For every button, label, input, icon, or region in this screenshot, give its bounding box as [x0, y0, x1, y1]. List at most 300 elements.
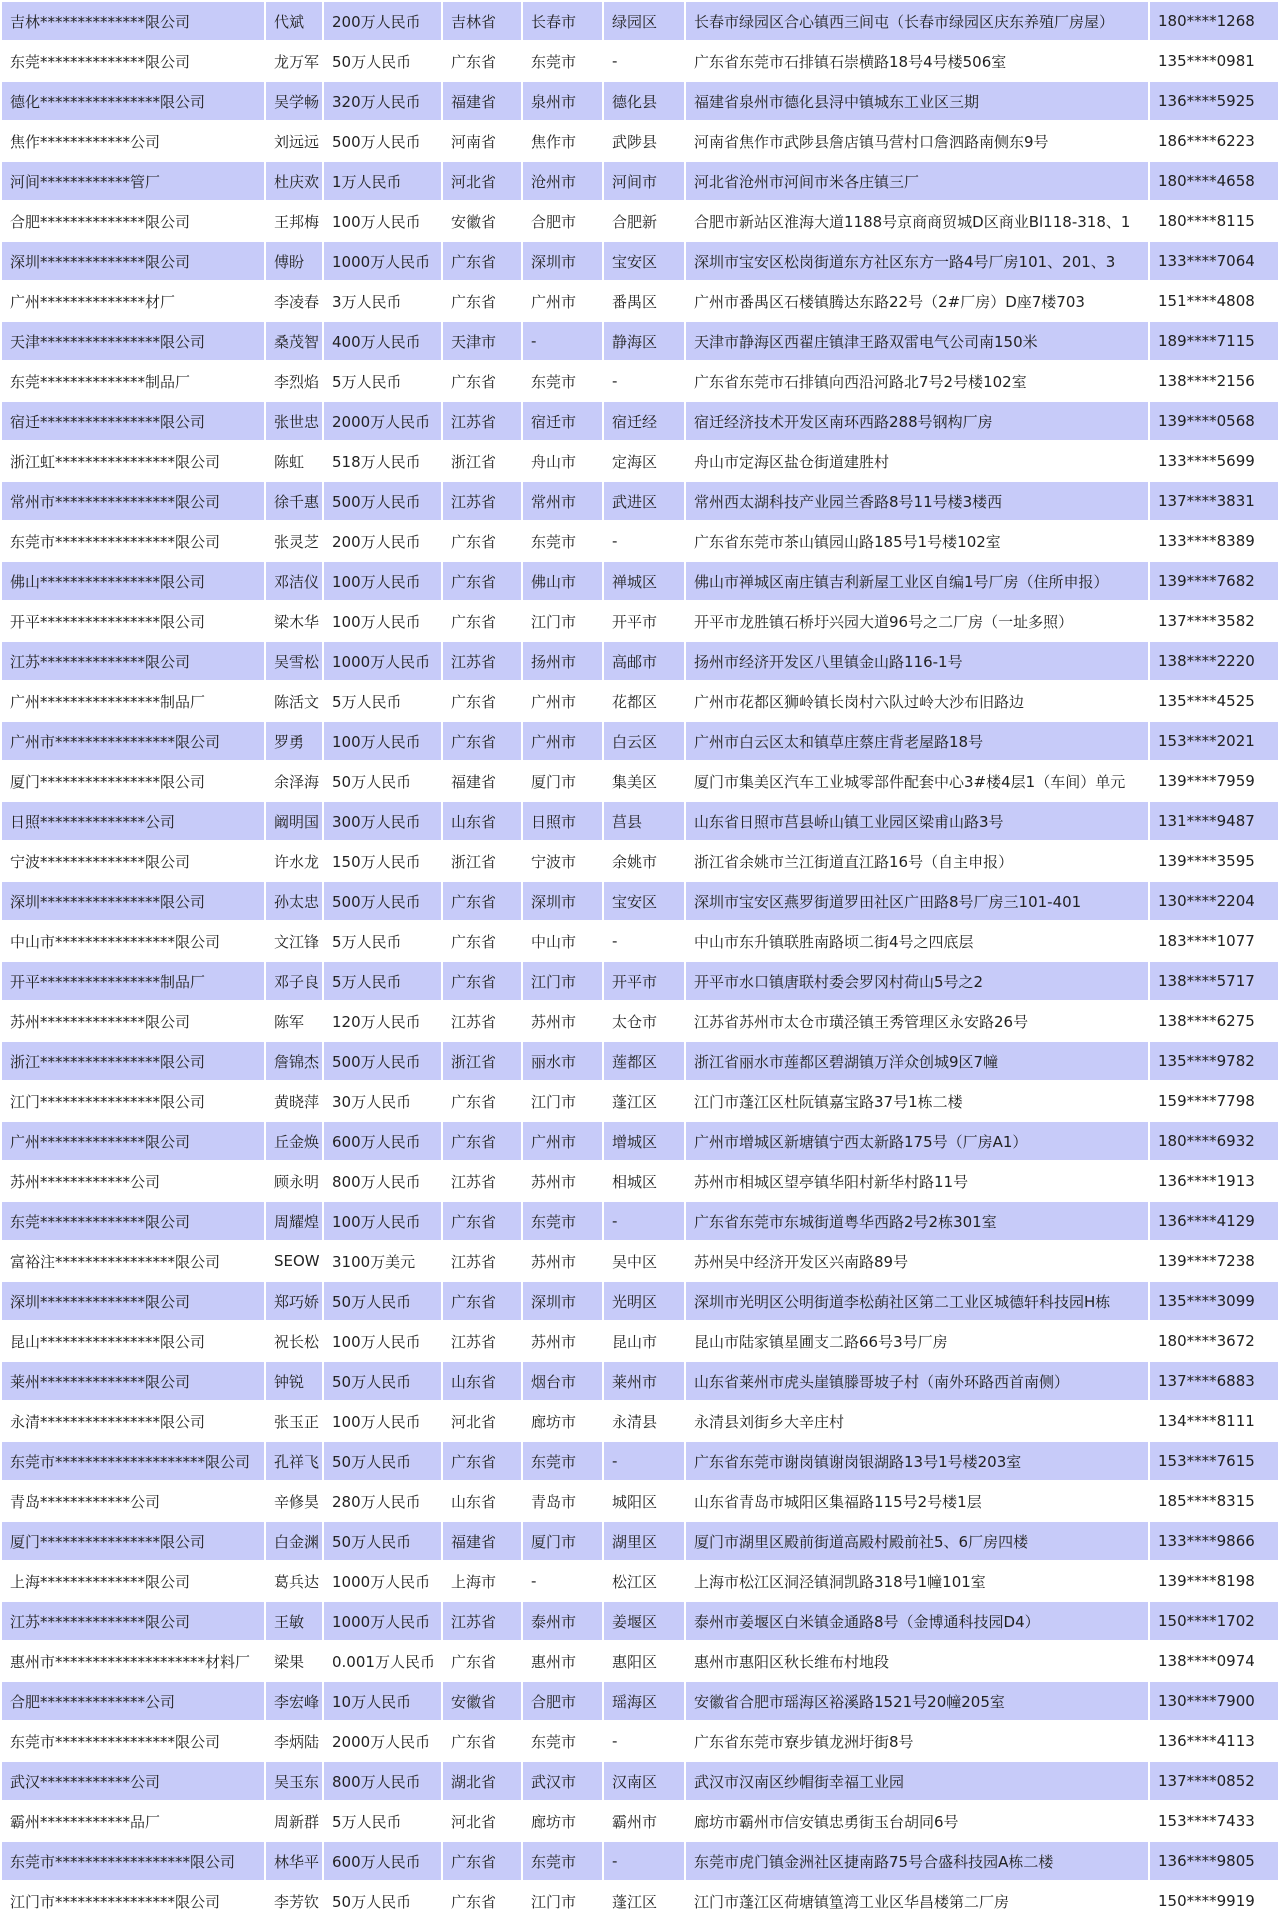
legal-rep-cell: 陈军: [266, 1002, 322, 1040]
city-cell: 广州市: [523, 722, 602, 760]
phone-cell: 130****7900: [1150, 1682, 1278, 1720]
registered-capital-cell: 50万人民币: [324, 1442, 441, 1480]
city-cell: 厦门市: [523, 762, 602, 800]
table-row: [2, 962, 1278, 1000]
legal-rep-cell: 阚明国: [266, 802, 322, 840]
city-cell: 合肥市: [523, 202, 602, 240]
city-cell: 深圳市: [523, 882, 602, 920]
province-cell: 广东省: [443, 1082, 521, 1120]
district-cell: 德化县: [604, 82, 684, 120]
phone-cell: 138****6275: [1150, 1002, 1278, 1040]
phone-cell: 153****7433: [1150, 1802, 1278, 1840]
address-cell: 山东省莱州市虎头崖镇滕哥坡子村（南外环路西首南侧）: [686, 1362, 1148, 1400]
company-name-cell: 永清****************限公司: [2, 1402, 264, 1440]
registered-capital-cell: 2000万人民币: [324, 1722, 441, 1760]
province-cell: 福建省: [443, 762, 521, 800]
phone-cell: 153****2021: [1150, 722, 1278, 760]
province-cell: 河北省: [443, 1402, 521, 1440]
province-cell: 广东省: [443, 882, 521, 920]
province-cell: 广东省: [443, 1882, 521, 1920]
phone-cell: 137****0852: [1150, 1762, 1278, 1800]
company-name-cell: 广州**************限公司: [2, 1122, 264, 1160]
address-cell: 苏州吴中经济开发区兴南路89号: [686, 1242, 1148, 1280]
district-cell: 昆山市: [604, 1322, 684, 1360]
province-cell: 广东省: [443, 42, 521, 80]
address-cell: 泰州市姜堰区白米镇金通路8号（金博通科技园D4）: [686, 1602, 1148, 1640]
city-cell: 宁波市: [523, 842, 602, 880]
legal-rep-cell: 张灵芝: [266, 522, 322, 560]
address-cell: 永清县刘街乡大辛庄村: [686, 1402, 1148, 1440]
registered-capital-cell: 50万人民币: [324, 1362, 441, 1400]
legal-rep-cell: 陈活文: [266, 682, 322, 720]
company-name-cell: 江门****************限公司: [2, 1082, 264, 1120]
district-cell: 增城区: [604, 1122, 684, 1160]
phone-cell: 183****1077: [1150, 922, 1278, 960]
table-row: [2, 1762, 1278, 1800]
district-cell: 霸州市: [604, 1802, 684, 1840]
company-name-cell: 江门市****************限公司: [2, 1882, 264, 1920]
phone-cell: 137****3831: [1150, 482, 1278, 520]
city-cell: 中山市: [523, 922, 602, 960]
city-cell: 深圳市: [523, 242, 602, 280]
address-cell: 山东省青岛市城阳区集福路115号2号楼1层: [686, 1482, 1148, 1520]
phone-cell: 139****7682: [1150, 562, 1278, 600]
phone-cell: 131****9487: [1150, 802, 1278, 840]
phone-cell: 133****7064: [1150, 242, 1278, 280]
phone-cell: 150****9919: [1150, 1882, 1278, 1920]
district-cell: 余姚市: [604, 842, 684, 880]
province-cell: 江苏省: [443, 1002, 521, 1040]
registered-capital-cell: 518万人民币: [324, 442, 441, 480]
city-cell: 江门市: [523, 962, 602, 1000]
district-cell: 河间市: [604, 162, 684, 200]
table-row: [2, 1562, 1278, 1600]
table-row: [2, 1002, 1278, 1040]
legal-rep-cell: 周耀煌: [266, 1202, 322, 1240]
company-name-cell: 日照**************公司: [2, 802, 264, 840]
province-cell: 广东省: [443, 1642, 521, 1680]
phone-cell: 180****8115: [1150, 202, 1278, 240]
phone-cell: 136****9805: [1150, 1842, 1278, 1880]
province-cell: 江苏省: [443, 1602, 521, 1640]
table-row: [2, 1122, 1278, 1160]
legal-rep-cell: 桑茂智: [266, 322, 322, 360]
registered-capital-cell: 50万人民币: [324, 42, 441, 80]
company-name-cell: 东莞**************限公司: [2, 42, 264, 80]
city-cell: 厦门市: [523, 1522, 602, 1560]
phone-cell: 185****8315: [1150, 1482, 1278, 1520]
registered-capital-cell: 50万人民币: [324, 1282, 441, 1320]
company-name-cell: 富裕注****************限公司: [2, 1242, 264, 1280]
company-name-cell: 深圳**************限公司: [2, 242, 264, 280]
district-cell: -: [604, 1842, 684, 1880]
legal-rep-cell: 李宏峰: [266, 1682, 322, 1720]
company-name-cell: 东莞市********************限公司: [2, 1442, 264, 1480]
address-cell: 惠州市惠阳区秋长维布村地段: [686, 1642, 1148, 1680]
province-cell: 江苏省: [443, 1162, 521, 1200]
province-cell: 广东省: [443, 1842, 521, 1880]
address-cell: 昆山市陆家镇星圃支二路66号3号厂房: [686, 1322, 1148, 1360]
legal-rep-cell: 邓子良: [266, 962, 322, 1000]
phone-cell: 135****9782: [1150, 1042, 1278, 1080]
registered-capital-cell: 100万人民币: [324, 202, 441, 240]
company-name-cell: 常州市****************限公司: [2, 482, 264, 520]
address-cell: 佛山市禅城区南庄镇吉利新屋工业区自编1号厂房（住所申报）: [686, 562, 1148, 600]
company-name-cell: 深圳****************限公司: [2, 882, 264, 920]
phone-cell: 180****4658: [1150, 162, 1278, 200]
address-cell: 常州西太湖科技产业园兰香路8号11号楼3楼西: [686, 482, 1148, 520]
phone-cell: 135****0981: [1150, 42, 1278, 80]
registered-capital-cell: 320万人民币: [324, 82, 441, 120]
registered-capital-cell: 100万人民币: [324, 1322, 441, 1360]
company-name-cell: 东莞市****************限公司: [2, 1722, 264, 1760]
legal-rep-cell: 白金渊: [266, 1522, 322, 1560]
company-name-cell: 宁波**************限公司: [2, 842, 264, 880]
company-name-cell: 东莞**************限公司: [2, 1202, 264, 1240]
legal-rep-cell: 张世忠: [266, 402, 322, 440]
province-cell: 河南省: [443, 122, 521, 160]
district-cell: 高邮市: [604, 642, 684, 680]
legal-rep-cell: 傅盼: [266, 242, 322, 280]
company-name-cell: 厦门****************限公司: [2, 762, 264, 800]
district-cell: 莱州市: [604, 1362, 684, 1400]
district-cell: 姜堰区: [604, 1602, 684, 1640]
phone-cell: 133****8389: [1150, 522, 1278, 560]
table-row: [2, 482, 1278, 520]
legal-rep-cell: 梁木华: [266, 602, 322, 640]
city-cell: 广州市: [523, 282, 602, 320]
registered-capital-cell: 150万人民币: [324, 842, 441, 880]
district-cell: -: [604, 1442, 684, 1480]
city-cell: 东莞市: [523, 1722, 602, 1760]
district-cell: 蓬江区: [604, 1082, 684, 1120]
legal-rep-cell: 丘金焕: [266, 1122, 322, 1160]
province-cell: 上海市: [443, 1562, 521, 1600]
table-row: [2, 82, 1278, 120]
legal-rep-cell: 余泽海: [266, 762, 322, 800]
city-cell: 广州市: [523, 1122, 602, 1160]
company-name-cell: 广州****************制品厂: [2, 682, 264, 720]
province-cell: 广东省: [443, 1202, 521, 1240]
province-cell: 广东省: [443, 602, 521, 640]
company-name-cell: 苏州**************限公司: [2, 1002, 264, 1040]
city-cell: 惠州市: [523, 1642, 602, 1680]
address-cell: 厦门市集美区汽车工业城零部件配套中心3#楼4层1（车间）单元: [686, 762, 1148, 800]
registered-capital-cell: 200万人民币: [324, 522, 441, 560]
registered-capital-cell: 0.001万人民币: [324, 1642, 441, 1680]
legal-rep-cell: 刘远远: [266, 122, 322, 160]
company-name-cell: 霸州************品厂: [2, 1802, 264, 1840]
phone-cell: 139****7238: [1150, 1242, 1278, 1280]
legal-rep-cell: 孔祥飞: [266, 1442, 322, 1480]
district-cell: 蓬江区: [604, 1882, 684, 1920]
table-row: [2, 1442, 1278, 1480]
address-cell: 广东省东莞市石排镇向西沿河路北7号2号楼102室: [686, 362, 1148, 400]
province-cell: 广东省: [443, 722, 521, 760]
company-name-cell: 天津****************限公司: [2, 322, 264, 360]
table-row: [2, 882, 1278, 920]
address-cell: 上海市松江区洞泾镇洞凯路318号1幢101室: [686, 1562, 1148, 1600]
table-row: [2, 762, 1278, 800]
province-cell: 天津市: [443, 322, 521, 360]
city-cell: 长春市: [523, 2, 602, 40]
registered-capital-cell: 600万人民币: [324, 1122, 441, 1160]
city-cell: 深圳市: [523, 1282, 602, 1320]
province-cell: 江苏省: [443, 1322, 521, 1360]
legal-rep-cell: 龙万军: [266, 42, 322, 80]
legal-rep-cell: 李凌春: [266, 282, 322, 320]
registered-capital-cell: 1000万人民币: [324, 1562, 441, 1600]
company-name-cell: 中山市****************限公司: [2, 922, 264, 960]
district-cell: 定海区: [604, 442, 684, 480]
registered-capital-cell: 3万人民币: [324, 282, 441, 320]
registered-capital-cell: 280万人民币: [324, 1482, 441, 1520]
province-cell: 广东省: [443, 922, 521, 960]
province-cell: 江苏省: [443, 402, 521, 440]
city-cell: 江门市: [523, 1882, 602, 1920]
company-name-cell: 东莞市******************限公司: [2, 1842, 264, 1880]
address-cell: 广州市增城区新塘镇宁西太新路175号（厂房A1）: [686, 1122, 1148, 1160]
table-row: [2, 1882, 1278, 1920]
phone-cell: 138****2220: [1150, 642, 1278, 680]
table-row: [2, 1842, 1278, 1880]
address-cell: 武汉市汉南区纱帽街幸福工业园: [686, 1762, 1148, 1800]
province-cell: 河北省: [443, 1802, 521, 1840]
registered-capital-cell: 5万人民币: [324, 922, 441, 960]
address-cell: 厦门市湖里区殿前街道高殿村殿前社5、6厂房四楼: [686, 1522, 1148, 1560]
city-cell: 焦作市: [523, 122, 602, 160]
province-cell: 广东省: [443, 1282, 521, 1320]
company-name-cell: 苏州************公司: [2, 1162, 264, 1200]
legal-rep-cell: 李炳陆: [266, 1722, 322, 1760]
district-cell: 集美区: [604, 762, 684, 800]
city-cell: 泰州市: [523, 1602, 602, 1640]
registered-capital-cell: 1万人民币: [324, 162, 441, 200]
address-cell: 宿迁经济技术开发区南环西路288号钢构厂房: [686, 402, 1148, 440]
province-cell: 广东省: [443, 1442, 521, 1480]
phone-cell: 139****3595: [1150, 842, 1278, 880]
address-cell: 开平市水口镇唐联村委会罗冈村荷山5号之2: [686, 962, 1148, 1000]
district-cell: -: [604, 362, 684, 400]
registered-capital-cell: 1000万人民币: [324, 242, 441, 280]
phone-cell: 150****1702: [1150, 1602, 1278, 1640]
province-cell: 江苏省: [443, 482, 521, 520]
registered-capital-cell: 10万人民币: [324, 1682, 441, 1720]
district-cell: 合肥新: [604, 202, 684, 240]
province-cell: 河北省: [443, 162, 521, 200]
city-cell: 苏州市: [523, 1002, 602, 1040]
district-cell: -: [604, 1202, 684, 1240]
district-cell: -: [604, 42, 684, 80]
district-cell: 汉南区: [604, 1762, 684, 1800]
address-cell: 廊坊市霸州市信安镇忠勇街玉台胡同6号: [686, 1802, 1148, 1840]
district-cell: -: [604, 522, 684, 560]
legal-rep-cell: 李芳钦: [266, 1882, 322, 1920]
city-cell: 宿迁市: [523, 402, 602, 440]
city-cell: 江门市: [523, 1082, 602, 1120]
legal-rep-cell: 梁果: [266, 1642, 322, 1680]
address-cell: 浙江省余姚市兰江街道直江路16号（自主申报）: [686, 842, 1148, 880]
city-cell: 烟台市: [523, 1362, 602, 1400]
legal-rep-cell: 邓洁仪: [266, 562, 322, 600]
table-row: [2, 1802, 1278, 1840]
phone-cell: 134****8111: [1150, 1402, 1278, 1440]
registered-capital-cell: 100万人民币: [324, 602, 441, 640]
table-row: [2, 1362, 1278, 1400]
table-row: [2, 602, 1278, 640]
district-cell: 禅城区: [604, 562, 684, 600]
table-row: [2, 1682, 1278, 1720]
table-row: [2, 402, 1278, 440]
phone-cell: 138****5717: [1150, 962, 1278, 1000]
district-cell: 莒县: [604, 802, 684, 840]
province-cell: 浙江省: [443, 842, 521, 880]
city-cell: 广州市: [523, 682, 602, 720]
district-cell: 城阳区: [604, 1482, 684, 1520]
table-row: [2, 722, 1278, 760]
phone-cell: 153****7615: [1150, 1442, 1278, 1480]
address-cell: 河南省焦作市武陟县詹店镇马营村口詹泗路南侧东9号: [686, 122, 1148, 160]
phone-cell: 138****2156: [1150, 362, 1278, 400]
address-cell: 深圳市宝安区松岗街道东方社区东方一路4号厂房101、201、3: [686, 242, 1148, 280]
legal-rep-cell: 罗勇: [266, 722, 322, 760]
table-row: [2, 122, 1278, 160]
district-cell: 宝安区: [604, 882, 684, 920]
company-name-cell: 东莞市****************限公司: [2, 522, 264, 560]
legal-rep-cell: 徐千惠: [266, 482, 322, 520]
company-name-cell: 莱州**************限公司: [2, 1362, 264, 1400]
registered-capital-cell: 50万人民币: [324, 1882, 441, 1920]
legal-rep-cell: 林华平: [266, 1842, 322, 1880]
company-name-cell: 焦作************公司: [2, 122, 264, 160]
district-cell: 花都区: [604, 682, 684, 720]
table-row: [2, 802, 1278, 840]
company-name-cell: 佛山****************限公司: [2, 562, 264, 600]
company-name-cell: 广州**************材厂: [2, 282, 264, 320]
registered-capital-cell: 600万人民币: [324, 1842, 441, 1880]
address-cell: 开平市龙胜镇石桥圩兴园大道96号之二厂房（一址多照）: [686, 602, 1148, 640]
city-cell: 武汉市: [523, 1762, 602, 1800]
phone-cell: 133****5699: [1150, 442, 1278, 480]
city-cell: 廊坊市: [523, 1402, 602, 1440]
district-cell: -: [604, 1722, 684, 1760]
city-cell: 苏州市: [523, 1322, 602, 1360]
company-name-cell: 武汉************公司: [2, 1762, 264, 1800]
province-cell: 广东省: [443, 522, 521, 560]
district-cell: 瑶海区: [604, 1682, 684, 1720]
address-cell: 舟山市定海区盐仓街道建胜村: [686, 442, 1148, 480]
province-cell: 江苏省: [443, 642, 521, 680]
address-cell: 广东省东莞市谢岗镇谢岗银湖路13号1号楼203室: [686, 1442, 1148, 1480]
district-cell: 武进区: [604, 482, 684, 520]
address-cell: 浙江省丽水市莲都区碧湖镇万洋众创城9区7幢: [686, 1042, 1148, 1080]
legal-rep-cell: 周新群: [266, 1802, 322, 1840]
city-cell: 沧州市: [523, 162, 602, 200]
registered-capital-cell: 1000万人民币: [324, 642, 441, 680]
address-cell: 江苏省苏州市太仓市璜泾镇王秀管理区永安路26号: [686, 1002, 1148, 1040]
city-cell: 东莞市: [523, 42, 602, 80]
legal-rep-cell: 吴玉东: [266, 1762, 322, 1800]
company-name-cell: 昆山****************限公司: [2, 1322, 264, 1360]
table-row: [2, 1522, 1278, 1560]
table-row: [2, 42, 1278, 80]
company-name-cell: 开平****************限公司: [2, 602, 264, 640]
phone-cell: 151****4808: [1150, 282, 1278, 320]
registered-capital-cell: 50万人民币: [324, 762, 441, 800]
address-cell: 福建省泉州市德化县浔中镇城东工业区三期: [686, 82, 1148, 120]
table-row: [2, 202, 1278, 240]
registered-capital-cell: 100万人民币: [324, 1202, 441, 1240]
province-cell: 浙江省: [443, 1042, 521, 1080]
table-row: [2, 1082, 1278, 1120]
phone-cell: 136****4113: [1150, 1722, 1278, 1760]
legal-rep-cell: SEOW: [266, 1242, 322, 1280]
phone-cell: 135****3099: [1150, 1282, 1278, 1320]
legal-rep-cell: 祝长松: [266, 1322, 322, 1360]
province-cell: 广东省: [443, 362, 521, 400]
legal-rep-cell: 李烈焰: [266, 362, 322, 400]
address-cell: 广州市番禺区石楼镇腾达东路22号（2#厂房）D座7楼703: [686, 282, 1148, 320]
registered-capital-cell: 100万人民币: [324, 1402, 441, 1440]
city-cell: 东莞市: [523, 362, 602, 400]
province-cell: 福建省: [443, 82, 521, 120]
registered-capital-cell: 500万人民币: [324, 122, 441, 160]
address-cell: 广东省东莞市茶山镇园山路185号1号楼102室: [686, 522, 1148, 560]
province-cell: 广东省: [443, 962, 521, 1000]
phone-cell: 189****7115: [1150, 322, 1278, 360]
city-cell: 日照市: [523, 802, 602, 840]
phone-cell: 136****5925: [1150, 82, 1278, 120]
company-name-cell: 德化****************限公司: [2, 82, 264, 120]
phone-cell: 139****0568: [1150, 402, 1278, 440]
address-cell: 广东省东莞市石排镇石崇横路18号4号楼506室: [686, 42, 1148, 80]
province-cell: 安徽省: [443, 1682, 521, 1720]
registered-capital-cell: 5万人民币: [324, 362, 441, 400]
legal-rep-cell: 辛修昊: [266, 1482, 322, 1520]
table-row: [2, 1722, 1278, 1760]
phone-cell: 137****6883: [1150, 1362, 1278, 1400]
district-cell: 宝安区: [604, 242, 684, 280]
city-cell: 东莞市: [523, 1842, 602, 1880]
company-name-cell: 厦门****************限公司: [2, 1522, 264, 1560]
registered-capital-cell: 3100万美元: [324, 1242, 441, 1280]
legal-rep-cell: 郑巧娇: [266, 1282, 322, 1320]
table-row: [2, 1602, 1278, 1640]
province-cell: 江苏省: [443, 1242, 521, 1280]
phone-cell: 159****7798: [1150, 1082, 1278, 1120]
legal-rep-cell: 詹锦杰: [266, 1042, 322, 1080]
city-cell: 东莞市: [523, 522, 602, 560]
city-cell: 廊坊市: [523, 1802, 602, 1840]
province-cell: 安徽省: [443, 202, 521, 240]
province-cell: 福建省: [443, 1522, 521, 1560]
table-row: [2, 842, 1278, 880]
phone-cell: 133****9866: [1150, 1522, 1278, 1560]
registered-capital-cell: 100万人民币: [324, 722, 441, 760]
district-cell: -: [604, 922, 684, 960]
phone-cell: 180****6932: [1150, 1122, 1278, 1160]
registered-capital-cell: 5万人民币: [324, 1802, 441, 1840]
table-row: [2, 1482, 1278, 1520]
table-row: [2, 1282, 1278, 1320]
table-row: [2, 1042, 1278, 1080]
company-name-cell: 开平****************制品厂: [2, 962, 264, 1000]
registered-capital-cell: 5万人民币: [324, 682, 441, 720]
phone-cell: 180****1268: [1150, 2, 1278, 40]
district-cell: 松江区: [604, 1562, 684, 1600]
city-cell: 扬州市: [523, 642, 602, 680]
company-name-cell: 江苏**************限公司: [2, 642, 264, 680]
